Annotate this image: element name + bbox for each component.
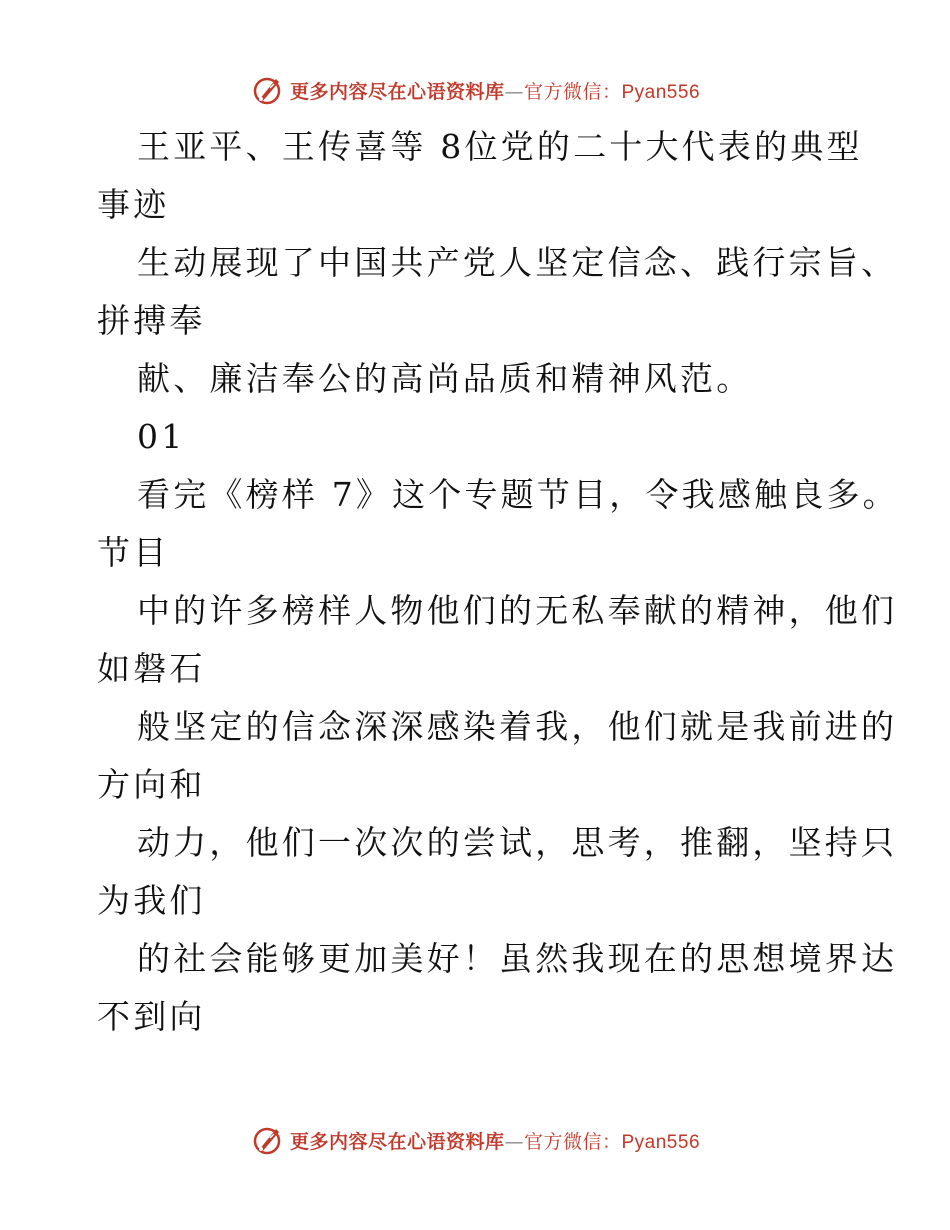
body-text-line: 般坚定的信念深深感染着我，他们就是我前进的 (137, 707, 898, 746)
body-text-line: 中的许多榜样人物他们的无私奉献的精神，他们 (137, 591, 898, 630)
watermark-separator: — (504, 1130, 524, 1153)
document-body (97, 118, 899, 1046)
body-text-line: 看完《榜样 7》这个专题节目，令我感触良多。 (137, 475, 899, 514)
body-text-line: 为我们 (97, 881, 206, 920)
watermark-brand: 更多内容尽在心语资料库 (289, 80, 505, 103)
watermark-label: 官方微信： (523, 80, 622, 103)
body-text-line: 的社会能够更加美好！虽然我现在的思想境界达 (137, 939, 898, 978)
body-text-line: 节目 (97, 533, 170, 572)
watermark-separator: — (504, 80, 524, 103)
body-text-line: 拼搏奉 (97, 301, 206, 340)
body-text-line: 生动展现了中国共产党人坚定信念、践行宗旨、 (137, 243, 898, 282)
watermark-wechat-id: Pyan556 (621, 1131, 701, 1153)
body-text-line: 事迹 (97, 185, 170, 224)
quill-pen-logo-icon (250, 1123, 284, 1157)
watermark-text (290, 1127, 700, 1154)
body-text-line: 如磐石 (97, 649, 206, 688)
watermark-label: 官方微信： (523, 1130, 622, 1153)
body-text-line: 动力，他们一次次的尝试，思考，推翻，坚持只 (137, 823, 898, 862)
watermark-brand: 更多内容尽在心语资料库 (289, 1130, 505, 1153)
body-text-line: 王亚平、王传喜等 8位党的二十大代表的典型 (137, 127, 863, 166)
body-text-line: 01 (137, 417, 186, 456)
watermark-wechat-id: Pyan556 (621, 81, 701, 103)
watermark-text (290, 77, 700, 104)
header-watermark (0, 70, 950, 110)
body-text-line: 献、廉洁奉公的高尚品质和精神风范。 (137, 359, 753, 398)
body-text-line: 不到向 (97, 997, 206, 1036)
quill-pen-logo-icon (250, 73, 284, 107)
footer-watermark (0, 1120, 950, 1160)
body-text-line: 方向和 (97, 765, 206, 804)
